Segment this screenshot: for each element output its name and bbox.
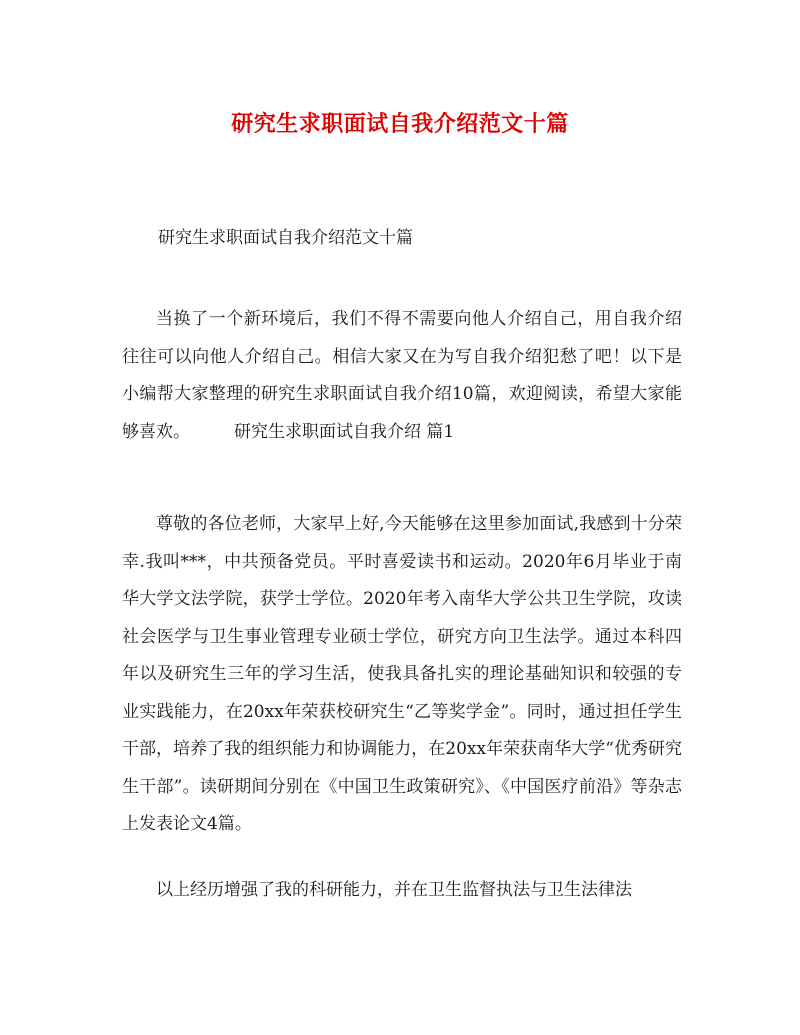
section-heading: 研究生求职面试自我介绍 篇1 <box>234 421 455 442</box>
intro-paragraph <box>122 301 682 451</box>
closing-paragraph: 以上经历增强了我的科研能力，并在卫生监督执法与卫生法律法 <box>156 880 632 900</box>
document-title: 研究生求职面试自我介绍范文十篇 <box>231 111 569 137</box>
self-introduction-paragraph: 尊敬的各位老师，大家早上好,今天能够在这里参加面试,我感到十分荣幸.我叫***，中共预备党员。平时喜爱读书和运动。2020年6月毕业于南华大学文法学院，获学士学位。2020年考入南华大学公共卫生学院，攻读社会医学与卫生事业管理专业硕士学位，研究方向卫生法学。通过本科四年以及研究生三年的学习生活，使我具备扎实的理论基础知识和较强的专业实践能力，在20xx年荣获校研究生“乙等奖学金”。同时，通过担任学生干部，培养了我的组织能力和协调能力，在20xx年荣获南华大学“优秀研究生干部”。读研期间分别在《中国卫生政策研究》、《中国医疗前沿》等杂志上发表论文4篇。 <box>122 514 682 834</box>
intro-text: 当换了一个新环境后，我们不得不需要向他人介绍自己，用自我介绍往往可以向他人介绍自己。相信大家又在为写自我介绍犯愁了吧！以下是小编帮大家整理的研究生求职面试自我介绍10篇，欢迎阅读，希望大家能够喜欢。 <box>122 309 682 442</box>
document-subtitle: 研究生求职面试自我介绍范文十篇 <box>158 228 413 248</box>
